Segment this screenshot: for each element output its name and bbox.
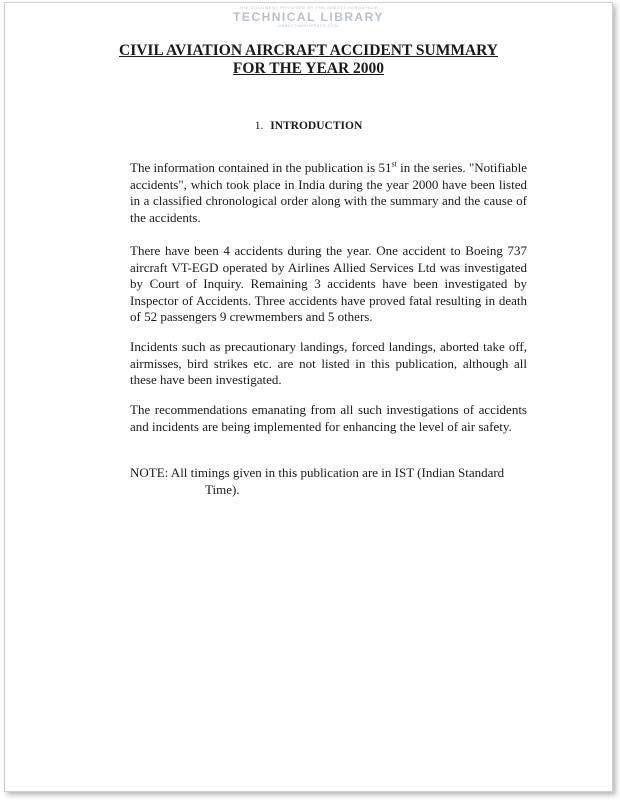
paragraph-3: Incidents such as precautionary landings, forced landings, aborted take off, airmisses, bird strikes etc. are not listed in this publication, although all these have been investigated. [130, 339, 527, 387]
document-title [5, 42, 612, 78]
document-page [4, 2, 613, 792]
section-heading [5, 120, 612, 132]
title-line-1: CIVIL AVIATION AIRCRAFT ACCIDENT SUMMARY [119, 42, 498, 59]
watermark-top-line: THE DOCUMENT PROVIDED BY THE ABBOTT AEROSPACE [239, 5, 378, 10]
watermark [5, 6, 612, 28]
section-number: 1. [254, 120, 264, 132]
paragraph-4: The recommendations emanating from all such investigations of accidents and incidents are being implemented for enhancing the level of air safety. [130, 402, 527, 434]
paragraph-1-start: The information contained in the publication is 51 [130, 160, 392, 175]
note-line-2: Time). [205, 481, 240, 497]
note-line-1: NOTE: All timings given in this publication are in IST (Indian Standard [130, 465, 505, 480]
paragraph-1-rest: in the series. "Notifiable accidents", which took place in India during the year 2000 have been listed in a classified chronological order along with the summary and the cause of the accidents. [130, 160, 527, 225]
ordinal-suffix: st [391, 159, 397, 169]
paragraph-1 [130, 160, 527, 226]
timing-note [130, 465, 530, 498]
watermark-url: ABBOTTAEROSPACE.COM [278, 23, 339, 28]
paragraph-2: There have been 4 accidents during the year. One accident to Boeing 737 aircraft VT-EGD operated by Airlines Allied Services Ltd was investigated by Court of Inquiry. Remaining 3 accidents have been investigated by Inspector of Accidents. Three accidents have proved fatal resulting in death of 52 passengers 9 crewmembers and 5 others. [130, 243, 527, 324]
watermark-title: TECHNICAL LIBRARY [233, 10, 384, 24]
title-line-2: FOR THE YEAR 2000 [232, 60, 385, 77]
section-title: INTRODUCTION [270, 120, 363, 132]
